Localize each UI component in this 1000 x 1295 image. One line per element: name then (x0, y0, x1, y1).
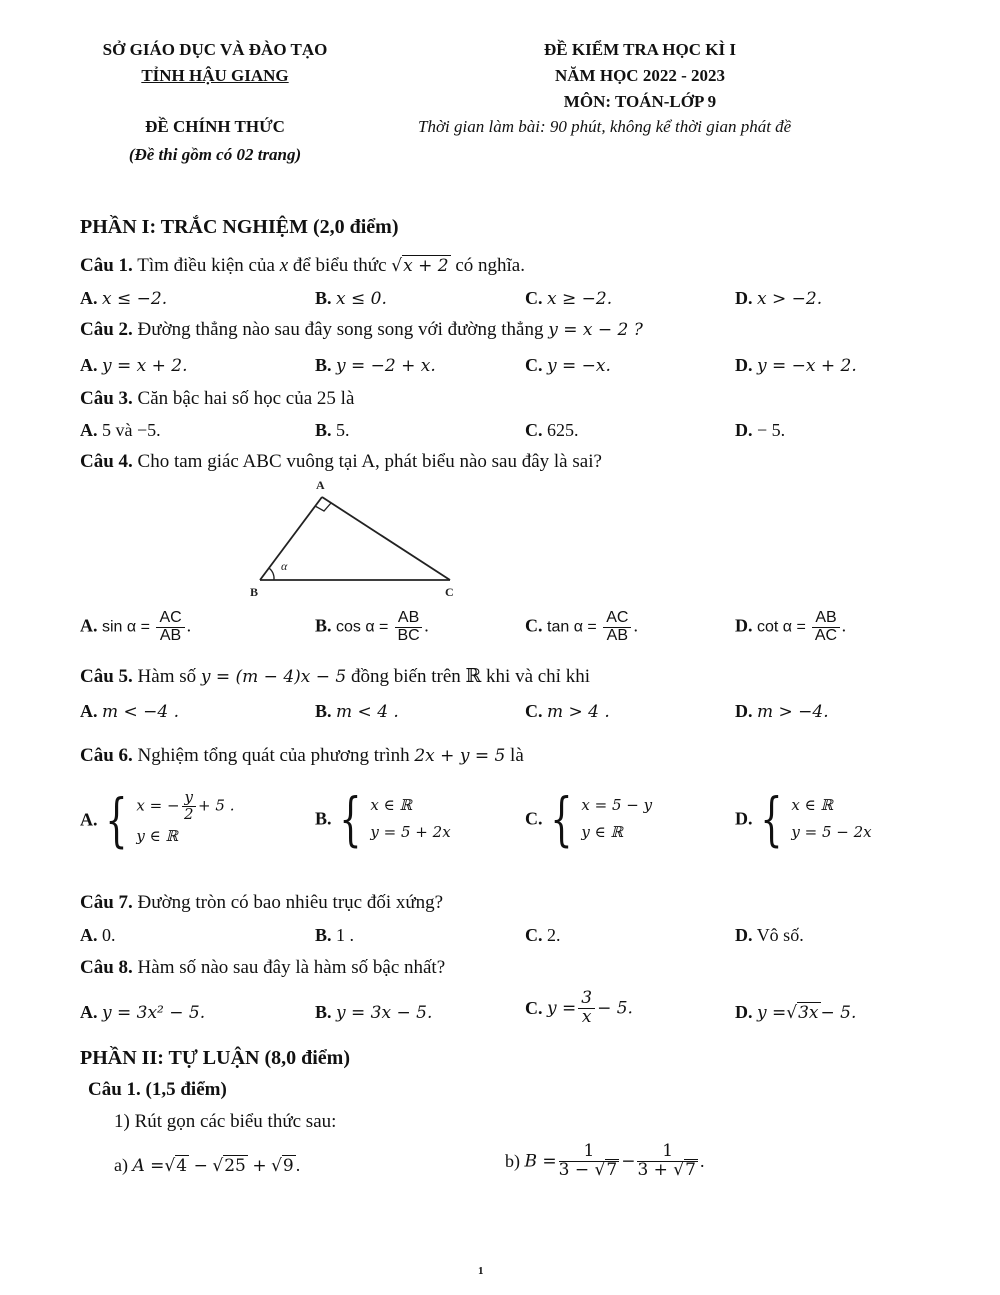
triangle-figure (240, 475, 470, 603)
q8-option-c[interactable]: C. y = $\frac{3}{x}$ − 5. (525, 988, 633, 1027)
official-label: ĐỀ CHÍNH THỨC (145, 117, 285, 136)
q1-option-a[interactable]: A. x ≤ −2. (80, 288, 168, 309)
q7-option-c[interactable]: C. 2. (525, 925, 561, 945)
time-note: Thời gian làm bài: 90 phút, không kể thời gian phát đề (418, 117, 792, 136)
part2-question-1-title: Câu 1. (1,5 điểm) (88, 1079, 227, 1100)
question-6: Câu 6. Nghiệm tổng quát của phương trình 2x + y = 5 là (80, 745, 524, 766)
q4-option-b[interactable]: B. cos α = $\frac{AB}{BC}$ . (315, 609, 429, 644)
q8-option-a[interactable]: A. y = 3x² − 5. (80, 1002, 206, 1023)
q4-option-d[interactable]: D. cot α = $\frac{AB}{AC}$ . (735, 609, 847, 644)
q1-option-d[interactable]: D. x > −2. (735, 288, 823, 309)
q6-option-a[interactable]: A. { x = − $\frac{y}{2}$ + 5 . y ∈ ℝ (80, 785, 235, 854)
question-8: Câu 8. Hàm số nào sau đây là hàm số bậc nhất? (80, 957, 446, 978)
q7-option-a[interactable]: A. 0. (80, 925, 116, 945)
department-name: SỞ GIÁO DỤC VÀ ĐÀO TẠO (102, 40, 328, 59)
q1-option-b[interactable]: B. x ≤ 0. (315, 288, 387, 309)
question-1: Câu 1. Tìm điều kiện của x để biểu thức √x + 2 có nghĩa. (80, 255, 525, 276)
q3-option-c[interactable]: C. 625. (525, 420, 579, 440)
q7-option-b[interactable]: B. 1 . (315, 925, 355, 945)
q1-option-c[interactable]: C. x ≥ −2. (525, 288, 613, 309)
q3-option-a[interactable]: A. 5 và −5. (80, 420, 161, 440)
q6-option-c[interactable]: C. { x = 5 − y y ∈ ℝ (525, 785, 653, 853)
q5-option-d[interactable]: D. m > −4. (735, 701, 829, 722)
q6-option-b[interactable]: B. { x ∈ ℝ y = 5 + 2x (315, 785, 451, 853)
q6-option-d[interactable]: D. { x ∈ ℝ y = 5 − 2x (735, 785, 872, 853)
q5-option-a[interactable]: A. m < −4 . (80, 701, 180, 722)
q8-option-b[interactable]: B. y = 3x − 5. (315, 1002, 433, 1023)
q4-option-a[interactable]: A. sin α = $\frac{AC}{AB}$ . (80, 609, 192, 644)
part2-item-1: 1) Rút gọn các biểu thức sau: (114, 1111, 337, 1132)
q3-option-d[interactable]: D. − 5. (735, 420, 786, 440)
school-year: NĂM HỌC 2022 - 2023 (555, 66, 725, 85)
q7-option-d[interactable]: D. Vô số. (735, 925, 804, 945)
question-4: Câu 4. Cho tam giác ABC vuông tại A, phát biểu nào sau đây là sai? (80, 451, 602, 472)
part2-title: PHẦN II: TỰ LUẬN (8,0 điểm) (80, 1047, 350, 1069)
exam-title: ĐỀ KIỂM TRA HỌC KÌ I (544, 40, 736, 59)
q8-option-d[interactable]: D. y =√3x − 5. (735, 1002, 857, 1023)
question-2: Câu 2. Đường thẳng nào sau đây song song với đường thẳng y = x − 2 ? (80, 319, 643, 340)
province-name: TỈNH HẬU GIANG (141, 66, 289, 85)
pages-note: (Đề thi gồm có 02 trang) (128, 145, 302, 164)
vertex-b-label: B (250, 585, 259, 599)
q2-option-d[interactable]: D. y = −x + 2. (735, 355, 857, 376)
q3-option-b[interactable]: B. 5. (315, 420, 350, 440)
q5-option-c[interactable]: C. m > 4 . (525, 701, 610, 722)
part2-item-a: a) A =√4 − √25 + √9 . (114, 1155, 301, 1176)
q2-option-c[interactable]: C. y = −x. (525, 355, 611, 376)
q2-option-b[interactable]: B. y = −2 + x. (315, 355, 436, 376)
q5-option-b[interactable]: B. m < 4 . (315, 701, 399, 722)
q4-option-c[interactable]: C. tan α = $\frac{AC}{AB}$ . (525, 609, 638, 644)
page-number: 1 (478, 1265, 484, 1277)
question-5: Câu 5. Hàm số y = (m − 4)x − 5 đồng biến trên ℝ khi và chỉ khi (80, 666, 590, 687)
angle-alpha-label: α (281, 559, 288, 573)
part1-title: PHẦN I: TRẮC NGHIỆM (2,0 điểm) (80, 216, 399, 238)
question-3: Câu 3. Căn bậc hai số học của 25 là (80, 388, 355, 409)
q2-option-a[interactable]: A. y = x + 2. (80, 355, 188, 376)
vertex-c-label: C (445, 585, 454, 599)
part2-item-b: b) B = $\frac{1}{3 - √7}$ − $\frac{1}{3 + √7}$ . (505, 1141, 705, 1180)
vertex-a-label: A (316, 478, 325, 492)
subject-line: MÔN: TOÁN-LỚP 9 (563, 92, 717, 111)
question-7: Câu 7. Đường tròn có bao nhiêu trục đối xứng? (80, 892, 444, 913)
